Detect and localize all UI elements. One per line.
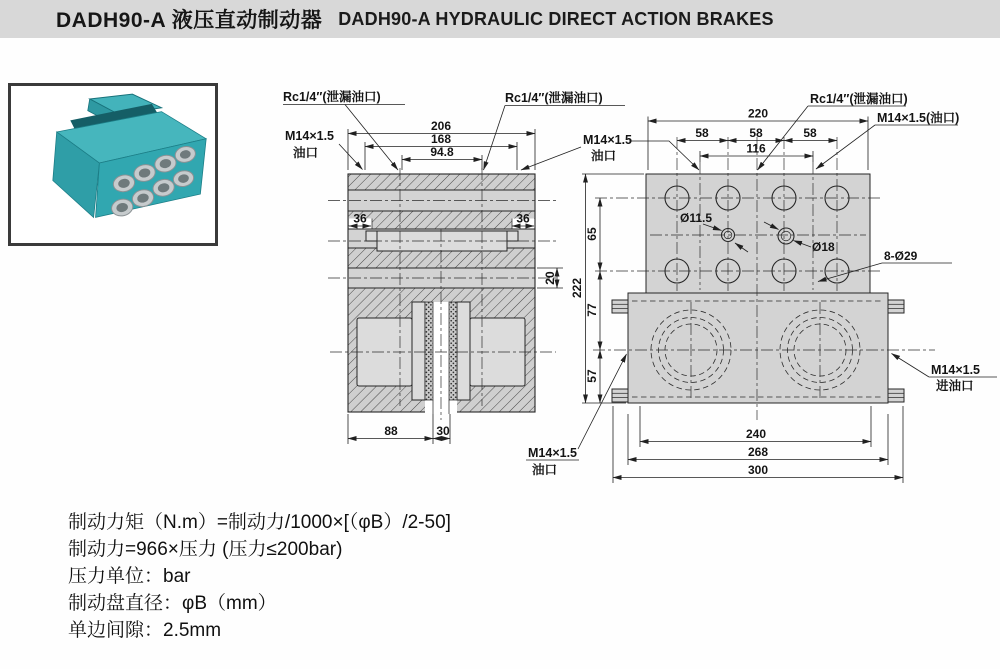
note-force-formula: 制动力=966×压力 (压力≤200bar) [68,539,343,560]
oil-port-label-top-right: M14×1.5(油口) [877,111,960,125]
dim-36-left: 36 [353,211,367,226]
hole-label-11-5: Ø11.5 [680,211,713,225]
leak-port-label-top: Rc1/4″(泄漏油口) [810,92,908,106]
dim-94-8: 94.8 [430,145,454,159]
bottom-oil-port-label-2: 油口 [532,463,558,477]
dim-300: 300 [747,463,769,477]
page-header [0,0,1000,38]
oil-port-label-mid-1: M14×1.5 [583,133,632,147]
dim-58a: 58 [695,126,709,140]
side-section-view [328,168,556,420]
dim-58b: 58 [749,126,763,140]
dim-57: 57 [585,369,599,383]
product-photo [14,89,212,240]
side-view-port-labels [283,89,699,170]
dim-220: 220 [747,106,769,121]
oil-port-label-left-1: M14×1.5 [285,129,334,143]
technical-drawing [230,78,1000,498]
dim-30: 30 [436,424,450,438]
note-torque-formula: 制动力矩（N.m）=制动力/1000×[（φB）/2-50] [68,512,451,533]
dim-168: 168 [430,132,452,146]
oil-port-label-left-2: 油口 [293,146,319,160]
dim-58c: 58 [803,126,817,140]
hole-label-8-29: 8-Ø29 [884,249,918,263]
front-view [593,137,935,420]
leak-port-label-left: Rc1/4″(泄漏油口) [283,90,381,104]
dim-20: 20 [543,271,557,285]
dim-65: 65 [585,227,599,241]
hole-label-18: Ø18 [812,240,835,254]
dim-77: 77 [585,303,599,317]
dim-240: 240 [745,427,767,441]
formula-notes [68,509,451,644]
dim-206: 206 [430,119,452,133]
dim-268: 268 [747,445,769,459]
dim-116: 116 [746,141,766,156]
note-clearance: 单边间隙：2.5mm [68,620,222,641]
inlet-port-label-2: 进油口 [936,379,974,393]
oil-port-label-mid-2: 油口 [591,149,617,163]
dim-36-right: 36 [516,211,530,226]
note-pressure-unit: 压力单位：bar [68,566,191,587]
bottom-oil-port-label-1: M14×1.5 [528,446,577,460]
product-photo-frame [8,83,218,246]
dim-88: 88 [384,424,398,438]
inlet-port-label-1: M14×1.5 [931,363,980,377]
page-title-zh: DADH90-A 液压直动制动器 [56,9,323,32]
note-disc-diameter: 制动盘直径：φB（mm） [68,593,277,614]
dim-222: 222 [570,277,584,299]
leak-port-label-right: Rc1/4″(泄漏油口) [505,91,603,105]
page-title-en: DADH90-A HYDRAULIC DIRECT ACTION BRAKES [338,8,774,29]
